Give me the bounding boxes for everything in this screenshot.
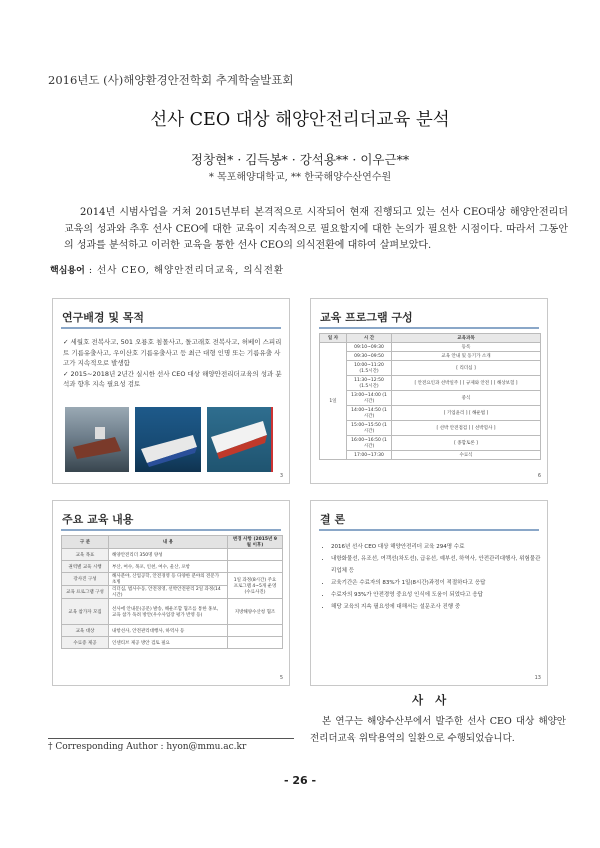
time-cell: 16:00~16:50 (1시간) (347, 436, 392, 451)
table-row (320, 343, 541, 352)
category-cell: 권역별 교육 시행 (62, 561, 109, 573)
title-underline (319, 529, 539, 531)
keywords-text: : 선사 CEO, 해양안전리더교육, 의식전환 (88, 265, 285, 276)
change-cell (228, 561, 283, 573)
table-row (62, 625, 283, 637)
table-row (320, 352, 541, 361)
title-underline (61, 327, 281, 329)
header-cell: 변경 사항 (2015년 9월 이후) (228, 536, 283, 549)
time-cell: 15:00~15:50 (1시간) (347, 421, 392, 436)
header-cell: 교육과목 (392, 334, 541, 343)
bullet-1: ✓ 세월호 전복사고, 501 오룡호 침몰사고, 돌고래호 전복사고, 허베이 스피리트 기름유출사고, 우이산호 기름유출사고 등 최근 대형 인명 또는 기름유출 사고가 지속적으로 발생함 (63, 338, 282, 367)
slide-page-number: 3 (279, 473, 283, 479)
day-cell: 1일 (320, 343, 347, 460)
subject-cell: 중식 (392, 391, 541, 406)
table-row (62, 549, 283, 561)
change-cell (228, 549, 283, 561)
slide-title: 결 론 (320, 513, 346, 526)
header-cell: 구 분 (62, 536, 109, 549)
list-item: • 해당 교육의 지속 필요성에 대해서는 설문조사 진행 중 (331, 601, 545, 613)
category-cell: 교육 대상 (62, 625, 109, 637)
subject-cell: 수료식 (392, 451, 541, 460)
time-cell: 13:00~14:00 (1시간) (347, 391, 392, 406)
conclusion-list (323, 541, 545, 613)
title-underline (61, 529, 281, 531)
table-row (320, 391, 541, 406)
time-cell: 17:00~17:30 (347, 451, 392, 460)
time-cell: 11:30~12:50 (1.5시간) (347, 376, 392, 391)
time-cell: 09:10~09:30 (347, 343, 392, 352)
authors: 정창현* · 김득봉* · 강석용** · 이우근** (190, 152, 410, 167)
time-cell: 14:00~14:50 (1시간) (347, 406, 392, 421)
subject-cell: [ 리더십 ] (392, 361, 541, 376)
slide-main-contents (52, 500, 290, 686)
content-cell: 해양안전리더 350명 양성 (109, 549, 228, 561)
category-cell: 교육 참가자 모집 (62, 599, 109, 625)
table-row (62, 573, 283, 586)
footnote-rule (48, 738, 294, 739)
content-cell: 부산, 여수, 목포, 인천, 여수, 울산, 포항 (109, 561, 228, 573)
photo-ship-accident-3 (207, 407, 273, 472)
paper-title: 선사 CEO 대상 해양안전리더교육 분석 (150, 110, 450, 130)
table-row (320, 421, 541, 436)
slide-page-number: 6 (537, 473, 541, 479)
affiliations: * 목포해양대학교, ** 한국해양수산연수원 (208, 172, 392, 183)
table-header-row (320, 334, 541, 343)
header-cell: 시 간 (347, 334, 392, 343)
change-cell: 지방해양수산청 협조 (228, 599, 283, 625)
slide-body (63, 337, 285, 390)
slide-program-structure (310, 298, 548, 484)
slide-research-background (52, 298, 290, 484)
bullet-2: ✓ 2015~2018년 2년간 실시한 선사 CEO 대상 해양안전리더교육의 성과 분석과 향후 지속 필요성 검토 (63, 369, 282, 388)
slide-page-number: 13 (534, 675, 541, 681)
slide-title: 주요 교육 내용 (62, 513, 134, 526)
content-cell: 내항선사, 안전관리대행사, 하역사 등 (109, 625, 228, 637)
table-row (62, 637, 283, 649)
slide-title: 연구배경 및 목적 (62, 311, 145, 324)
table-header-row (62, 536, 283, 549)
photo-ship-accident-2 (135, 407, 201, 472)
slide-conclusion (310, 500, 548, 686)
conference-header: 2016년도 (사)해양환경안전학회 추계학술발표회 (48, 73, 294, 87)
category-cell: 교육 목표 (62, 549, 109, 561)
subject-cell: [ 안전요인과 선박일주 ] [ 규제와 안전 ] [ 해상보험 ] (392, 376, 541, 391)
title-underline (319, 327, 539, 329)
program-table (319, 333, 541, 460)
change-cell: 1일 과정(8시간) 주요 프로그램 4~5개 운영(수료사진) (228, 573, 283, 599)
subject-cell: [ 기업윤리 ] [ 해운법 ] (392, 406, 541, 421)
list-item: • 수료자의 93%가 안전경영 중요성 인식에 도움이 되었다고 응답 (331, 589, 545, 601)
acknowledgement-text: 본 연구는 해양수산부에서 발주한 선사 CEO 대상 해양안전리더교육 위탁용역의 일환으로 수행되었습니다. (310, 716, 566, 744)
photo-ship-accident-1 (65, 407, 129, 472)
category-cell: 교육 프로그램 구성 (62, 586, 109, 599)
content-cell: 해사분야, 산업공학, 안전경영 등 다양한 분야의 전문가 초빙 (109, 573, 228, 586)
slide-page-number: 5 (279, 675, 283, 681)
list-item: • 내항화물선, 유조선, 여객선(차도선), 급유선, 예부선, 하역사, 안전관리대행사, 위험물관리업체 등 (331, 553, 545, 577)
slide-title: 교육 프로그램 구성 (320, 311, 413, 324)
table-row (62, 561, 283, 573)
change-cell (228, 625, 283, 637)
content-cell: 리더십, 법사수동, 안전경영, 선박안전관리 2일 과정(14시간) (109, 586, 228, 599)
list-item: • 교육기간은 수료자의 83%가 1일(8시간)과정이 적절하다고 응답 (331, 577, 545, 589)
capsized-ship-icon (135, 407, 201, 472)
acknowledgement-title: 사 사 (412, 693, 451, 707)
time-cell: 10:00~11:20 (1.5시간) (347, 361, 392, 376)
time-cell: 09:30~09:50 (347, 352, 392, 361)
contents-table (61, 535, 283, 649)
abstract: 2014년 시범사업을 거쳐 2015년부터 본격적으로 시작되어 현재 진행되고 있는 선사 CEO대상 해양안전리더 교육의 성과와 추후 선사 CEO에 대한 교육이 지속적으로 필요할지에 대한 논의가 필요한 시점이다. 따라서 그동안의 성과를 분석하고 이러한 교육을 통한 선사 CEO의 의식전환에 대하여 살펴보았다. (64, 207, 568, 251)
content-cell: 인센티브 제공 방안 검토 필요 (109, 637, 228, 649)
subject-cell: [ 선박 안전점검 ] [ 선박험사 ] (392, 421, 541, 436)
table-row (62, 599, 283, 625)
category-cell: 수료증 제공 (62, 637, 109, 649)
keywords (50, 262, 284, 276)
header-cell: 내 용 (109, 536, 228, 549)
keywords-label: 핵심용어 (50, 266, 85, 276)
content-cell: 선사에 안내문(공문) 발송, 해운조합 협조를 통한 홍보, 교육 참가 독려 방안(우수사업장 평가 반영 등) (109, 599, 228, 625)
page-number: - 26 - (283, 774, 317, 787)
table-row (320, 376, 541, 391)
footnote: † Corresponding Author : hyon@mmu.ac.kr (48, 742, 247, 752)
subject-cell: 등록 (392, 343, 541, 352)
table-row (320, 436, 541, 451)
subject-cell: [ 종합토론 ] (392, 436, 541, 451)
ship-icon (65, 407, 129, 472)
table-row (320, 451, 541, 460)
category-cell: 강사진 구성 (62, 573, 109, 586)
change-cell (228, 637, 283, 649)
sinking-ship-icon (207, 407, 271, 472)
list-item: • 2016년 선사 CEO 대상 해양안전리더 교육 294명 수료 (331, 541, 545, 553)
header-cell: 일 자 (320, 334, 347, 343)
table-row (320, 406, 541, 421)
table-row (320, 361, 541, 376)
subject-cell: 교육 안내 및 동기가 소개 (392, 352, 541, 361)
